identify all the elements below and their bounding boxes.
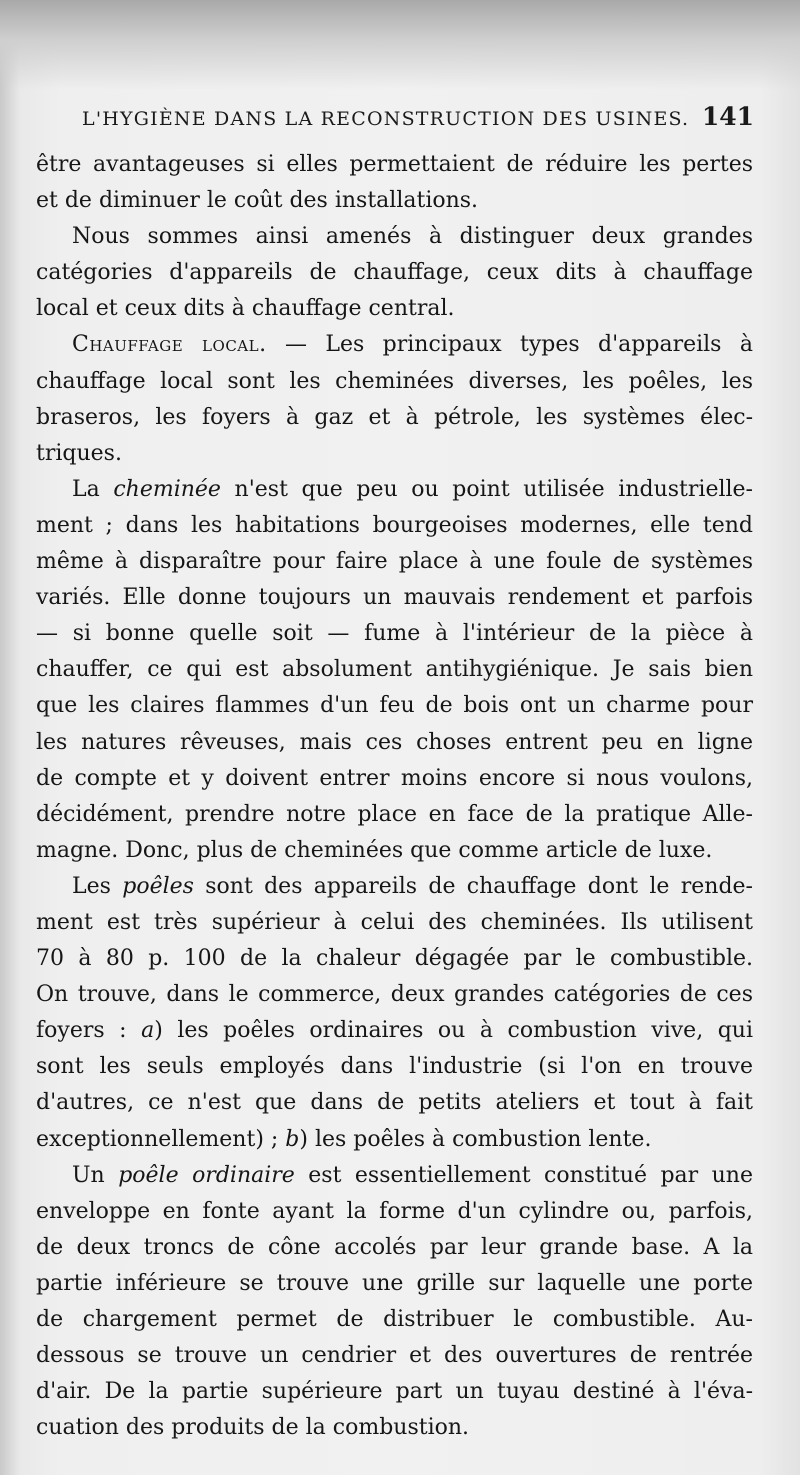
text-line — [36, 327, 753, 363]
text-fragment: est essentiellement constitué par une — [294, 1162, 754, 1188]
text-line: cuation des produits de la combustion. — [36, 1415, 470, 1441]
text-line: de chargement permet de distribuer le combustible. Au- — [36, 1307, 753, 1332]
page-number: 141 — [701, 102, 754, 131]
text-line — [36, 219, 753, 255]
section-heading: Chauffage local. — [72, 332, 267, 358]
text-line: les natures rêveuses, mais ces choses entrent peu en ligne — [36, 729, 753, 755]
text-line: dessous se trouve un cendrier et des ouvertures de rentrée — [36, 1343, 753, 1369]
text-line: être avantageuses si elles permettaient de réduire les pertes — [36, 152, 753, 177]
text-line: triques. — [36, 440, 122, 466]
paragraph-3 — [36, 327, 753, 471]
paragraph-1 — [36, 147, 753, 219]
text-fragment: ) les poêles ordinaires ou à combustion vive, qui — [154, 1018, 753, 1044]
text-line: d'air. De la partie supérieure part un tuyau destiné à l'éva- — [36, 1379, 753, 1405]
text-line: de deux troncs de cône accolés par leur grande base. A la — [36, 1234, 753, 1260]
running-title: L'HYGIÈNE DANS LA RECONSTRUCTION DES USINES. — [82, 108, 690, 130]
text-line: braseros, les foyers à gaz et à pétrole, les systèmes élec- — [36, 404, 753, 430]
text-fragment: n'est que peu ou point utilisée industrielle- — [220, 476, 753, 502]
text-line: partie inférieure se trouve une grille sur laquelle une porte — [36, 1270, 753, 1296]
paragraph-5 — [36, 869, 753, 1158]
text-line: catégories d'appareils de chauffage, ceux dits à chauffage — [36, 260, 753, 286]
text-line: enveloppe en fonte ayant la forme d'un cylindre ou, parfois, — [36, 1198, 753, 1224]
text-line: magne. Donc, plus de cheminées que comme article de luxe. — [36, 837, 713, 863]
text-line — [36, 472, 753, 508]
text-line: décidément, prendre notre place en face de la pratique Alle- — [36, 801, 753, 827]
text-line — [36, 869, 753, 905]
text-line: chauffage local sont les cheminées diverses, les poêles, les — [36, 368, 753, 394]
text-line: 70 à 80 p. 100 de la chaleur dégagée par le combustible. — [36, 946, 753, 972]
body-text — [36, 147, 753, 1446]
text-fragment: — Les principaux types d'appareils à — [266, 332, 753, 358]
page-header — [82, 100, 754, 140]
paragraph-6 — [36, 1158, 753, 1447]
italic-term: poêle ordinaire — [118, 1162, 295, 1188]
text-line: chauffer, ce qui est absolument antihygiénique. Je sais bien — [36, 657, 753, 683]
text-fragment: sont des appareils de chauffage dont le rende- — [193, 873, 753, 899]
text-line: de compte et y doivent entrer moins encore si nous voulons, — [36, 765, 753, 791]
text-fragment: Nous sommes ainsi amenés à distinguer deux grandes — [72, 224, 753, 250]
text-fragment: ) les poêles à combustion lente. — [299, 1126, 652, 1152]
paragraph-2 — [36, 219, 753, 327]
text-fragment: foyers : — [36, 1018, 142, 1044]
italic-term: cheminée — [113, 476, 221, 502]
text-line — [36, 1122, 753, 1158]
paragraph-4 — [36, 472, 753, 869]
text-line: local et ceux dits à chauffage central. — [36, 296, 455, 322]
text-line: — si bonne quelle soit — fume à l'intérieur de la pièce à — [36, 621, 753, 647]
text-fragment: Les — [72, 873, 123, 899]
text-line: sont les seuls employés dans l'industrie (si l'on en trouve — [36, 1054, 753, 1080]
text-line: et de diminuer le coût des installations. — [36, 188, 479, 214]
text-line — [36, 1158, 753, 1194]
text-line: d'autres, ce n'est que dans de petits ateliers et tout à fait — [36, 1090, 753, 1116]
list-letter: b — [285, 1126, 300, 1152]
text-fragment: La — [72, 476, 114, 502]
text-fragment: Un — [72, 1162, 119, 1188]
italic-term: poêles — [122, 873, 194, 899]
text-fragment: exceptionnellement) ; — [36, 1126, 286, 1152]
text-line: que les claires flammes d'un feu de bois ont un charme pour — [36, 693, 753, 719]
text-line: ment est très supérieur à celui des cheminées. Ils utilisent — [36, 909, 753, 935]
text-line: même à disparaître pour faire place à une foule de systèmes — [36, 549, 753, 575]
list-letter: a — [141, 1018, 155, 1044]
text-line — [36, 1013, 753, 1049]
text-line: ment ; dans les habitations bourgeoises modernes, elle tend — [36, 512, 753, 538]
text-line: variés. Elle donne toujours un mauvais rendement et parfois — [36, 585, 753, 611]
text-line: On trouve, dans le commerce, deux grandes catégories de ces — [36, 982, 753, 1008]
